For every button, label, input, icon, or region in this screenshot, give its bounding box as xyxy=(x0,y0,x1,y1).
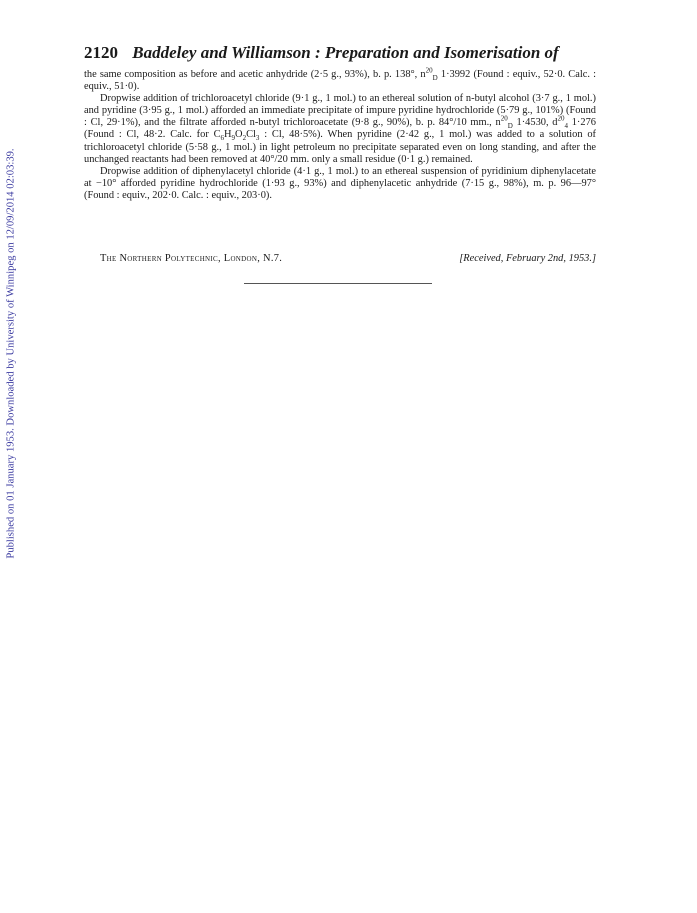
running-title: Baddeley and Williamson : Preparation and Isomerisation of xyxy=(132,43,559,62)
article-footer xyxy=(100,253,596,264)
article-body xyxy=(84,66,596,202)
download-watermark xyxy=(1,138,21,568)
received-date: [Received, February 2nd, 1953.] xyxy=(459,253,596,264)
page-number: 2120 xyxy=(84,43,118,62)
paragraph-2: Dropwise addition of trichloroacetyl chloride (9·1 g., 1 mol.) to an ethereal solution of n-butyl alcohol (3·7 g., 1 mol.) and pyridine (3·95 g., 1 mol.) afforded an immediate precipitate of impure pyridine hydrochloride (5·79 g., 101%) (Found : Cl, 29·1%), and the filtrate afforded n-butyl trichloroacetate (9·8 g., 90%), b. p. 84°/10 mm., $n^{20}_D$ 1·4530, $d^{20}_4$ 1·276 (Found : Cl, 48·2. Calc. for $C_6H_9O_2Cl_3$ : Cl, 48·5%). When pyridine (2·42 g., 1 mol.) was added to a solution of trichloroacetyl chloride (5·58 g., 1 mol.) in light petroleum no precipitate separated even on long standing, and after the unchanged reactants had been removed at 40°/20 mm. only a small residue (0·1 g.) remained. xyxy=(84,93,596,165)
running-header xyxy=(84,43,624,63)
end-rule xyxy=(244,283,432,284)
paragraph-1: the same composition as before and acetic anhydride (2·5 g., 93%), b. p. 138°, $n^{20}_D$ 1·3992 (Found : equiv., 52·0. Calc. : equiv., 51·0). xyxy=(84,66,596,93)
institution: The Northern Polytechnic, London, N.7. xyxy=(100,253,283,264)
watermark-text: Published on 01 January 1953. Downloaded by University of Winnipeg on 12/09/2014 02:03:39. xyxy=(5,147,17,559)
paragraph-3: Dropwise addition of diphenylacetyl chloride (4·1 g., 1 mol.) to an ethereal suspension of pyridinium diphenylacetate at −10° afforded pyridine hydrochloride (1·93 g., 93%) and diphenylacetic anhydride (7·15 g., 98%), m. p. 96—97° (Found : equiv., 202·0. Calc. : equiv., 203·0). xyxy=(84,165,596,201)
